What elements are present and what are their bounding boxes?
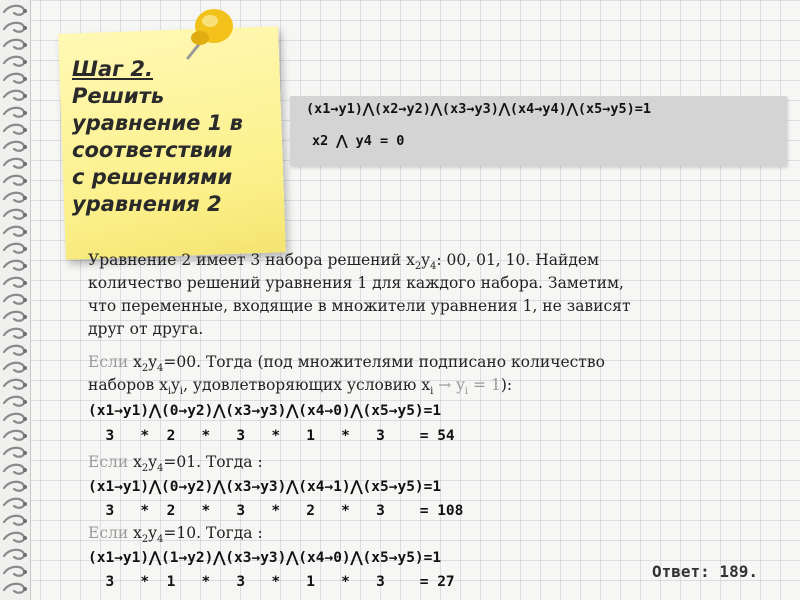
spiral-coil [4,227,24,236]
spiral-coil [4,550,24,559]
spiral-coil [4,516,24,525]
spiral-coil [4,108,24,117]
binding-hole [23,264,27,268]
spiral-coil [4,380,24,389]
step-line-3: соответствии [72,138,233,162]
binding-hole [23,26,27,30]
answer-text: Ответ: 189. [652,562,758,581]
push-pin-icon [170,0,240,70]
spiral-coil [4,482,24,491]
spiral-coil [4,23,24,32]
spiral-binding-icon [0,0,32,600]
spiral-coil [4,448,24,457]
binding-hole [23,417,27,421]
spiral-coil [4,533,24,542]
spiral-coil [4,278,24,287]
spiral-coil [4,74,24,83]
binding-hole [23,145,27,149]
spiral-coil [4,346,24,355]
spiral-coil [4,142,24,151]
paragraph-line-4: друг от друга. [88,320,204,338]
case-2-counts: 3 * 2 * 3 * 2 * 3 = 108 [88,503,464,519]
spiral-coil [4,584,24,593]
paragraph-line-3: что переменные, входящие в множители уравнения 1, не зависят [88,297,631,315]
binding-hole [23,179,27,183]
equation-1: (x1→y1)⋀(x2→y2)⋀(x3→y3)⋀(x4→y4)⋀(x5→y5)=1 [306,101,652,117]
case-1-condition: наборов $x_iy_i$, удовлетворяющих условию $x_i \to y_i = 1$): [88,376,513,398]
step-line-1: Решить [72,84,165,108]
binding-hole [23,349,27,353]
binding-hole [23,553,27,557]
binding-hole [23,213,27,217]
binding-hole [23,94,27,98]
case-1-expression: (x1→y1)⋀(0→y2)⋀(x3→y3)⋀(x4→0)⋀(x5→y5)=1 [88,403,442,419]
binding-hole [23,587,27,591]
binding-hole [23,468,27,472]
binding-hole [23,332,27,336]
binding-hole [23,111,27,115]
binding-hole [23,60,27,64]
spiral-coil [4,91,24,100]
binding-hole [23,128,27,132]
case-3-expression: (x1→y1)⋀(1→y2)⋀(x3→y3)⋀(x4→0)⋀(x5→y5)=1 [88,550,442,566]
binding-hole [23,451,27,455]
binding-hole [23,536,27,540]
spiral-coil [4,57,24,66]
binding-hole [23,383,27,387]
spiral-coil [4,193,24,202]
binding-hole [23,570,27,574]
binding-hole [23,519,27,523]
spiral-coil [4,567,24,576]
paragraph-line-1: Уравнение 2 имеет 3 набора решений $x_2y_4$: 00, 01, 10. Найдем [88,251,600,273]
spiral-coil [4,431,24,440]
case-3-header: Если $x_2y_4=10$. Тогда : [88,524,263,546]
case-1-header: Если $x_2y_4=00$. Тогда (под множителями подписано количество [88,353,605,375]
binding-hole [23,434,27,438]
binding-hole [23,9,27,13]
spiral-coil [4,6,24,15]
binding-hole [23,502,27,506]
step-line-4: с решениями [72,165,233,189]
equation-2: x2 ⋀ y4 = 0 [312,133,405,149]
spiral-coil [4,176,24,185]
binding-hole [23,77,27,81]
spiral-coil [4,363,24,372]
binding-hole [23,315,27,319]
spiral-coil [4,499,24,508]
spiral-coil [4,295,24,304]
spiral-coil [4,210,24,219]
binding-hole [23,366,27,370]
binding-hole [23,400,27,404]
case-2-header: Если $x_2y_4=01$. Тогда : [88,453,263,475]
case-1-counts: 3 * 2 * 3 * 1 * 3 = 54 [88,428,455,444]
sticky-note-text [72,56,287,218]
case-2-expression: (x1→y1)⋀(0→y2)⋀(x3→y3)⋀(x4→1)⋀(x5→y5)=1 [88,479,442,495]
binding-hole [23,247,27,251]
spiral-coil [4,159,24,168]
binding-hole [23,196,27,200]
spiral-coil [4,40,24,49]
spiral-coil [4,465,24,474]
step-line-2: уравнение 1 в [72,111,243,135]
spiral-binding [0,0,31,600]
case-3-counts: 3 * 1 * 3 * 1 * 3 = 27 [88,574,455,590]
binding-hole [23,281,27,285]
step-title: Шаг 2. [72,57,153,81]
spiral-coil [4,414,24,423]
spiral-coil [4,329,24,338]
spiral-coil [4,397,24,406]
binding-hole [23,162,27,166]
binding-hole [23,43,27,47]
paragraph-line-2: количество решений уравнения 1 для каждого набора. Заметим, [88,274,624,292]
spiral-coil [4,244,24,253]
spiral-coil [4,261,24,270]
step-line-5: уравнения 2 [72,192,222,216]
spiral-coil [4,125,24,134]
binding-hole [23,298,27,302]
spiral-coil [4,312,24,321]
binding-hole [23,485,27,489]
binding-hole [23,230,27,234]
